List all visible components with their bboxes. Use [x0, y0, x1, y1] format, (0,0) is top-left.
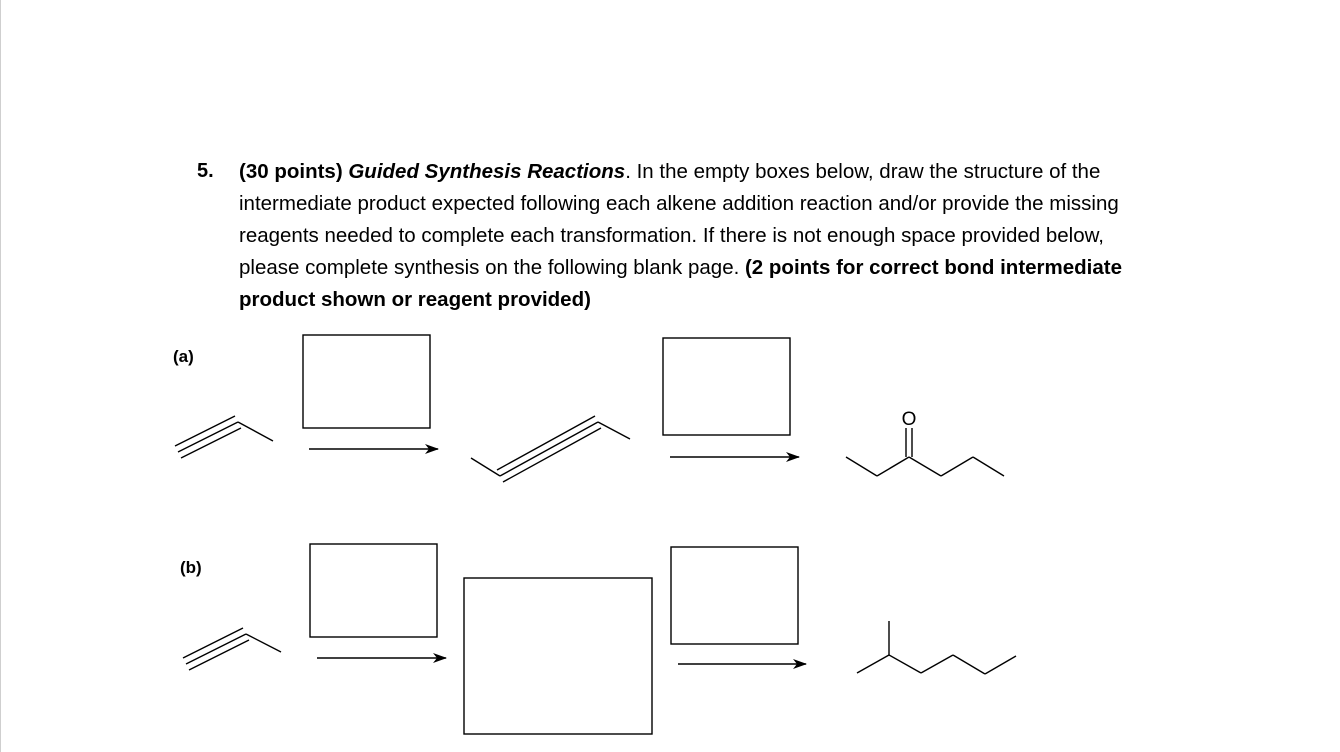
part-b-reagent-box-2[interactable] — [671, 547, 798, 644]
part-b-butyne-structure — [183, 628, 281, 670]
part-a-label: (a) — [173, 347, 194, 366]
part-b-product-structure — [857, 621, 1016, 674]
part-b-scheme — [183, 544, 1016, 734]
carbonyl-oxygen-label: O — [901, 409, 917, 430]
part-a-hexyne-structure — [471, 416, 630, 482]
part-a-scheme — [175, 335, 1004, 482]
part-a-reagent-box-2[interactable] — [663, 338, 790, 435]
part-b-label: (b) — [180, 558, 202, 577]
scoring-note: (2 points for correct bond intermediate product shown or reagent provided) — [239, 256, 1123, 311]
question-number: 5. — [197, 160, 214, 182]
question-points: (30 points) — [239, 160, 343, 183]
question-title: Guided Synthesis Reactions — [348, 160, 626, 183]
part-a-butyne-structure — [175, 416, 273, 458]
part-a-hexanone-structure — [846, 428, 1004, 476]
part-a-reagent-box-1[interactable] — [303, 335, 430, 428]
part-b-intermediate-box[interactable] — [464, 578, 652, 734]
part-b-reagent-box-1[interactable] — [310, 544, 437, 637]
question-instructions: . In the empty boxes below, draw the structure of the intermediate product expected following each alkene addition reaction and/or provide the missing reagents needed to complete each transformation. If there is not enough space provided below, please complete synthesis on the following blank page. — [239, 160, 1119, 279]
